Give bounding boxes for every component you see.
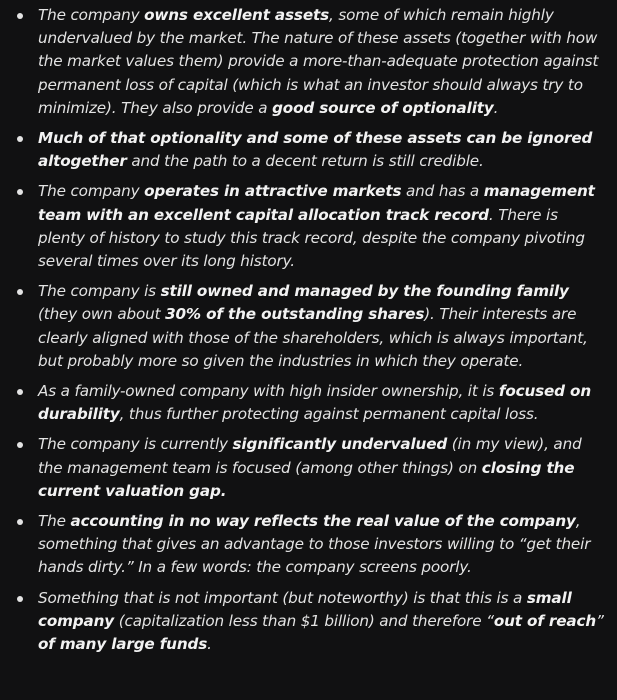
bold-text-run: significantly undervalued (232, 435, 448, 454)
list-item (12, 180, 607, 273)
bullet-dot-icon (17, 289, 23, 295)
text-run: The company (38, 182, 145, 201)
text-run: and the path to a decent return is still credible. (126, 152, 484, 171)
bold-text-run: small company (38, 588, 572, 630)
text-run: and has a (401, 182, 484, 201)
list-item (12, 380, 607, 426)
list-item (12, 587, 607, 657)
text-run: , something that gives an advantage to those investors willing to “get their hands dirty.” In a few words: the company screens poorly. (38, 512, 591, 577)
bold-text-run: Much of that optionality and some of these assets can be ignored altogether (38, 129, 593, 171)
bullet-dot-icon (17, 596, 23, 602)
bold-text-run: operates in attractive markets (144, 182, 402, 201)
bold-text-run: 30% of the outstanding shares (165, 305, 425, 324)
bold-text-run: out of reach (493, 611, 597, 630)
bullet-dot-icon (17, 389, 23, 395)
text-run: , thus further protecting against permanent capital loss. (119, 405, 539, 424)
text-run: (capitalization less than $1 billion) and therefore “ (114, 611, 494, 630)
text-run: (in my view), and the management team is focused (among other things) on (38, 435, 582, 477)
text-run: . There is plenty of history to study this track record, despite the company pivoting several times over its long history. (38, 205, 585, 271)
text-run: As a family-owned company with high insider ownership, it is (38, 382, 499, 401)
list-item (12, 510, 607, 580)
list-item-text (38, 282, 588, 370)
bold-text-run: focused on durability (38, 382, 591, 424)
text-run: The (38, 512, 71, 531)
list-item-text (38, 512, 590, 576)
list-item-text (38, 382, 591, 423)
bold-text-run: closing the current valuation gap. (38, 458, 575, 500)
text-run: (they own about (38, 305, 166, 324)
list-item-text (38, 589, 604, 653)
text-run: ” (596, 611, 604, 630)
bullet-dot-icon (17, 519, 23, 525)
bold-text-run: of many large funds (38, 635, 208, 654)
text-run: , some of which remain highly undervalued by the market. The nature of these assets (together with how the market values them) provide a more-than-adequate protection against permanent loss of capital (which is what an investor should always try to minimize). They also provide a (38, 6, 599, 117)
list-item-text (38, 6, 598, 117)
list-item-text (38, 129, 592, 170)
bold-text-run: accounting in no way reflects the real value of the company (70, 512, 576, 531)
text-run: The company is (38, 282, 161, 301)
bold-text-run: good source of optionality (272, 98, 494, 117)
list-item-text (38, 182, 595, 270)
list-item (12, 4, 607, 120)
bullet-dot-icon (17, 189, 23, 195)
list-item-text (38, 435, 582, 499)
list-item (12, 127, 607, 173)
text-run: . (493, 98, 499, 117)
list-item (12, 433, 607, 503)
text-run: The company is currently (38, 435, 233, 454)
bold-text-run: management team with an excellent capital allocation track record (38, 182, 595, 224)
bullet-dot-icon (17, 13, 23, 19)
text-run: The company (38, 6, 145, 24)
list-item (12, 280, 607, 373)
bold-text-run: owns excellent assets (144, 6, 329, 24)
text-run: . (207, 635, 212, 654)
text-run: ). Their interests are clearly aligned with those of the shareholders, which is always important, but probably more so given the industries in which they operate. (38, 305, 588, 370)
bullet-dot-icon (17, 442, 23, 448)
text-run: Something that is not important (but noteworthy) is that this is a (38, 588, 527, 607)
bullet-dot-icon (17, 136, 23, 142)
bullet-list (12, 4, 607, 656)
bold-text-run: still owned and managed by the founding family (160, 282, 569, 301)
